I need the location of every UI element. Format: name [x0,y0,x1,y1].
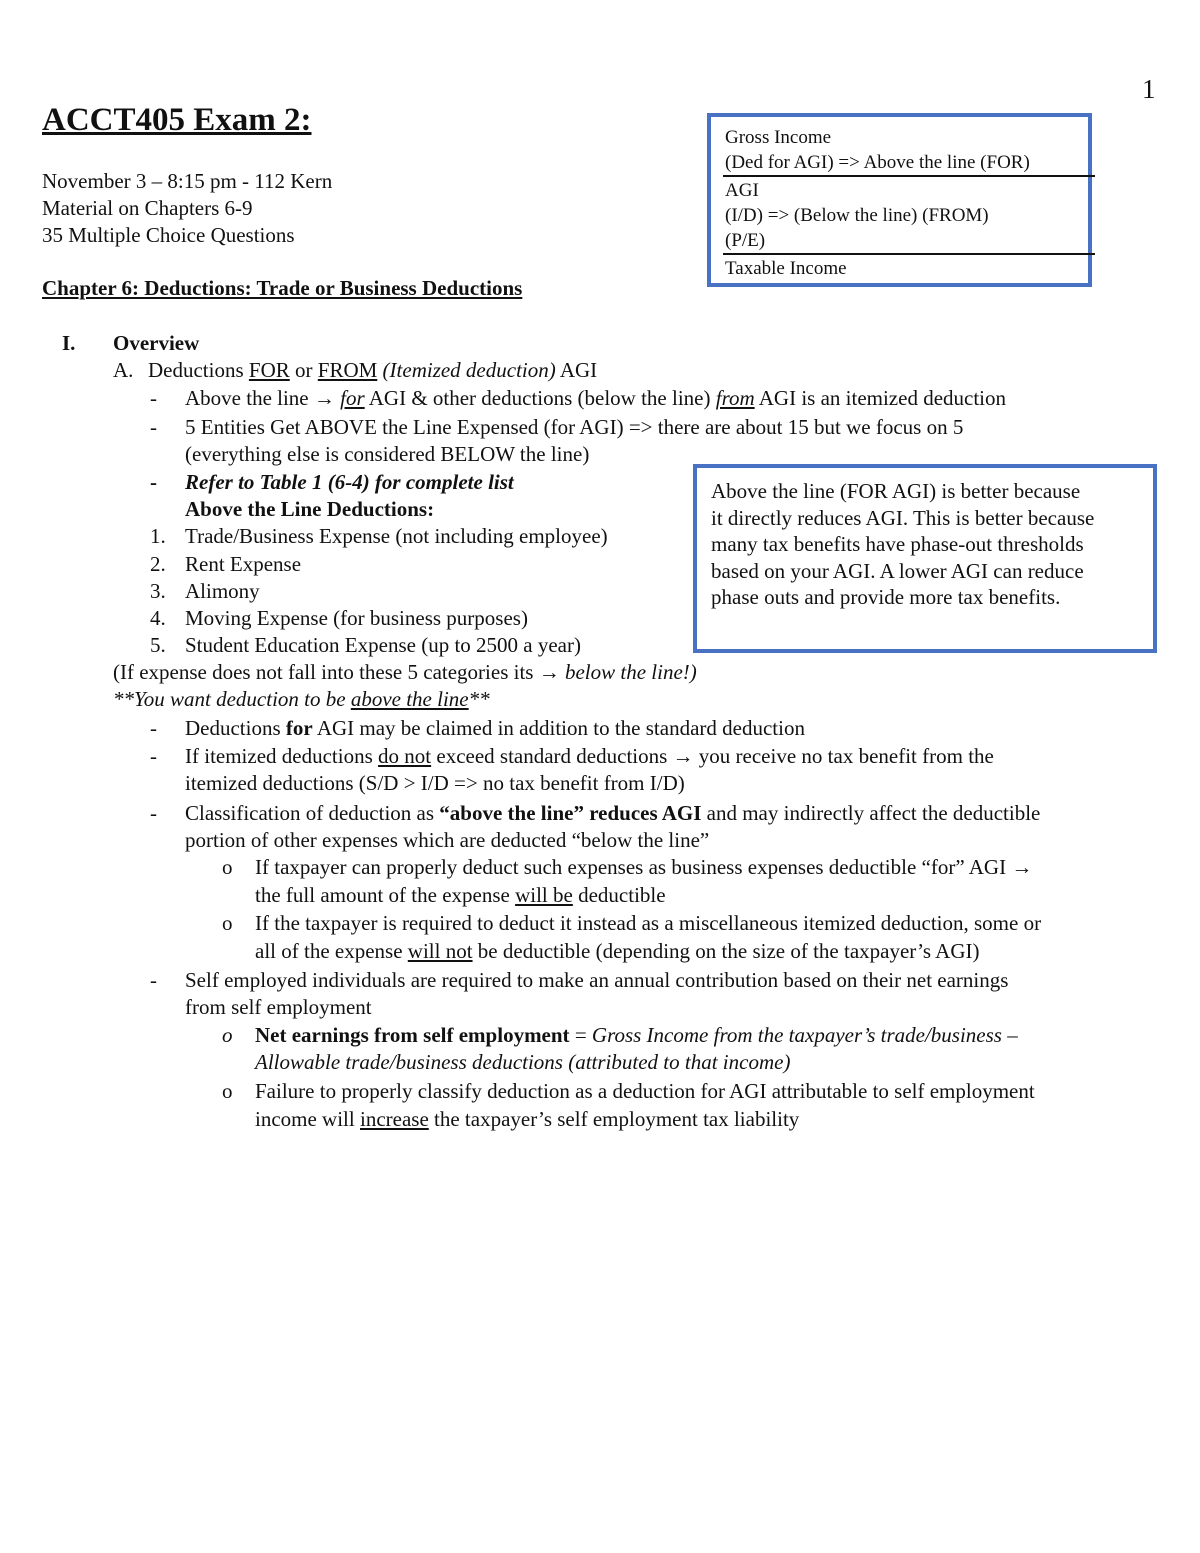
note-line: many tax benefits have phase-out thresholds [711,532,1084,556]
sub-bullet-net-earnings: Net earnings from self employment = Gross Income from the taxpayer’s trade/business – [255,1023,1018,1047]
bullet-classification: Classification of deduction as “above the line” reduces AGI and may indirectly affect the deductible [185,801,1041,825]
bullet-classification-cont: portion of other expenses which are deducted “below the line” [185,828,710,852]
sub-bullet-marker: o [222,1079,233,1103]
exam-date-location: November 3 – 8:15 pm - 112 Kern [42,169,333,193]
list-number: 5. [150,633,166,657]
bullet-dash: - [150,470,157,494]
bullet-self-employed: Self employed individuals are required to make an annual contribution based on their net earnings [185,968,1009,992]
page-number: 1 [1142,74,1156,104]
sub-bullet-misc-itemized: If the taxpayer is required to deduct it instead as a miscellaneous itemized deduction, some or [255,911,1042,935]
page-title: ACCT405 Exam 2: [42,102,312,138]
sub-bullet-marker: o [222,855,233,879]
outline-letter: A. [113,358,134,382]
list-number: 3. [150,579,166,603]
arrow-icon: → [1011,855,1033,879]
list-item: Rent Expense [185,552,302,576]
agi-flow-box [707,113,1092,287]
note-line: Above the line (FOR AGI) is better because [711,479,1081,503]
bullet-dash: - [150,386,157,410]
sub-bullet-marker: o [222,1023,233,1047]
list-item: Trade/Business Expense (not including employee) [185,524,608,548]
list-item: Moving Expense (for business purposes) [185,606,528,630]
bullet-dash: - [150,744,157,768]
sub-bullet-net-earnings-cont: Allowable trade/business deductions (attributed to that income) [255,1050,791,1074]
exam-material: Material on Chapters 6-9 [42,196,253,220]
bullet-itemized: If itemized deductions do not exceed standard deductions → you receive no tax benefit from the [185,744,994,768]
note-line: phase outs and provide more tax benefits. [711,585,1061,609]
section-numeral: I. [62,331,76,355]
section-heading: Overview [113,331,200,355]
sub-bullet-misc-itemized-cont: all of the expense will not be deductible (depending on the size of the taxpayer’s AGI) [255,939,980,963]
flow-gross-income: Gross Income [725,127,832,148]
bullet-dash: - [150,968,157,992]
flow-agi: AGI [725,180,759,201]
flow-ded-for-agi: (Ded for AGI) => Above the line (FOR) [725,152,1030,173]
bullet-above-line: Above the line → for AGI & other deductions (below the line) from AGI is an itemized deduction [185,386,1007,410]
flow-pe: (P/E) [725,230,766,251]
list-number: 2. [150,552,166,576]
arrow-icon: → [672,744,694,768]
above-line-list-heading: Above the Line Deductions: [185,497,435,521]
bullet-for-agi: Deductions for AGI may be claimed in addition to the standard deduction [185,716,805,740]
sub-bullet-failure-cont: income will increase the taxpayer’s self employment tax liability [255,1107,800,1131]
sub-bullet-business-expense-cont: the full amount of the expense will be deductible [255,883,666,907]
bullet-five-entities: 5 Entities Get ABOVE the Line Expensed (for AGI) => there are about 15 but we focus on 5 [185,415,964,439]
note-line: it directly reduces AGI. This is better because [711,506,1095,530]
bullet-five-entities-cont: (everything else is considered BELOW the line) [185,442,590,466]
list-item: Student Education Expense (up to 2500 a year) [185,633,581,657]
list-item: Alimony [185,579,260,603]
below-line-note: (If expense does not fall into these 5 categories its → below the line!) [113,660,697,684]
list-number: 4. [150,606,166,630]
arrow-icon: → [538,660,560,684]
sub-bullet-failure: Failure to properly classify deduction as a deduction for AGI attributable to self employment [255,1079,1035,1103]
note-line: based on your AGI. A lower AGI can reduce [711,559,1084,583]
bullet-dash: - [150,716,157,740]
above-line-note-box [693,464,1157,653]
bullet-dash: - [150,801,157,825]
bullet-self-employed-cont: from self employment [185,995,372,1019]
exam-question-count: 35 Multiple Choice Questions [42,223,295,247]
point-a-text: Deductions FOR or FROM (Itemized deduction) AGI [148,358,598,382]
flow-divider [723,253,1095,255]
sub-bullet-business-expense: If taxpayer can properly deduct such expenses as business expenses deductible “for” AGI → [255,855,1033,879]
chapter-heading: Chapter 6: Deductions: Trade or Business Deductions [42,276,523,300]
above-line-emphasis: **You want deduction to be above the line** [113,687,490,711]
sub-bullet-marker: o [222,911,233,935]
bullet-dash: - [150,415,157,439]
exam-info [42,168,332,249]
arrow-icon: → [313,386,335,410]
bullet-refer-table: Refer to Table 1 (6-4) for complete list [185,470,514,494]
flow-taxable-income: Taxable Income [725,258,847,279]
bullet-itemized-cont: itemized deductions (S/D > I/D => no tax benefit from I/D) [185,771,685,795]
flow-divider [723,175,1095,177]
list-number: 1. [150,524,166,548]
flow-itemized: (I/D) => (Below the line) (FROM) [725,205,989,226]
